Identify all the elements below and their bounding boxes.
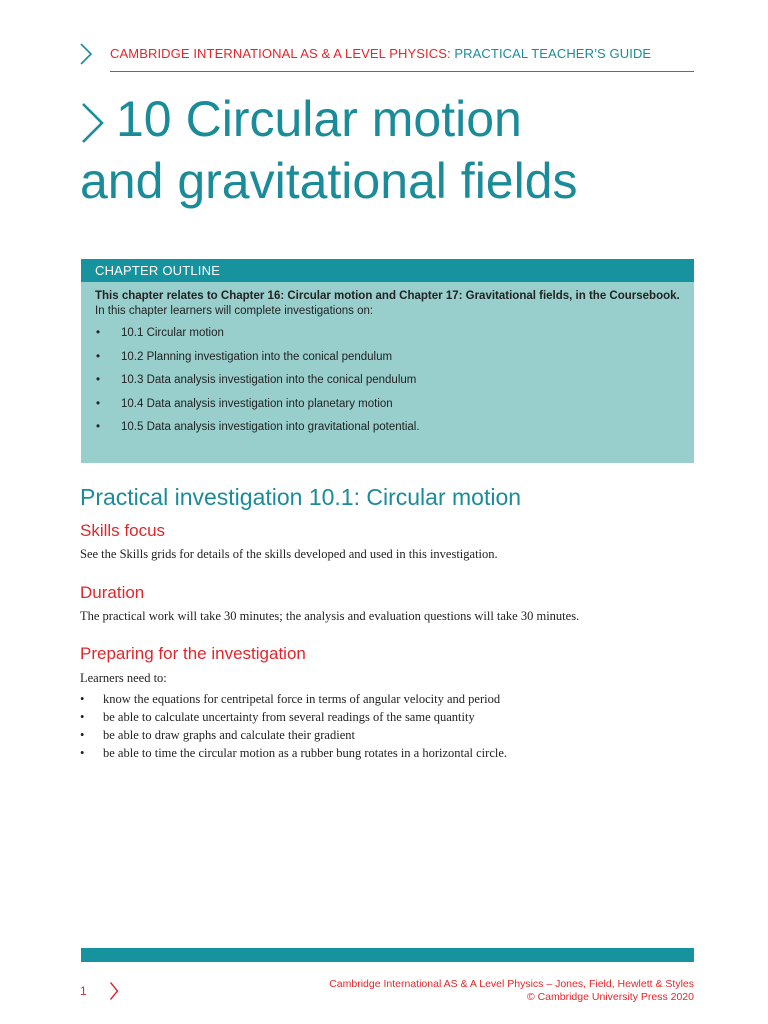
chevron-right-icon — [79, 42, 93, 66]
section-title: Practical investigation 10.1: Circular motion — [80, 484, 522, 510]
chapter-title-line1: Circular motion — [185, 91, 522, 147]
list-item: • 10.1 Circular motion — [95, 324, 680, 348]
preparing-intro: Learners need to: — [80, 671, 167, 685]
skills-heading: Skills focus — [80, 521, 166, 540]
chapter-relation: This chapter relates to Chapter 16: Circular motion and Chapter 17: Gravitational fields, in the Coursebook. — [95, 290, 680, 302]
chapter-outline-intro: In this chapter learners will complete investigations on: — [95, 305, 374, 317]
copyright-line: © Cambridge University Press 2020 — [526, 991, 694, 1003]
duration-heading: Duration — [80, 583, 145, 602]
chapter-outline-heading: CHAPTER OUTLINE — [81, 259, 694, 282]
chapter-title-line2: and gravitational fields — [80, 153, 578, 209]
list-item: • 10.3 Data analysis investigation into the conical pendulum — [95, 371, 680, 395]
guide-title: PRACTICAL TEACHER’S GUIDE — [454, 46, 652, 61]
investigation-list — [95, 324, 680, 442]
list-item: • be able to time the circular motion as a rubber bung rotates in a horizontal circle. — [80, 744, 690, 762]
chapter-outline — [81, 259, 694, 463]
footer-credit — [329, 978, 694, 1004]
list-item: • be able to draw graphs and calculate their gradient — [80, 726, 690, 744]
page-number: 1 — [80, 984, 87, 998]
list-item: • know the equations for centripetal force in terms of angular velocity and period — [80, 690, 690, 708]
footer-bar — [81, 948, 694, 962]
skills-text: See the Skills grids for details of the skills developed and used in this investigation. — [80, 547, 498, 561]
preparing-list — [80, 690, 690, 762]
list-item: • be able to calculate uncertainty from several readings of the same quantity — [80, 708, 690, 726]
running-head — [110, 46, 651, 61]
duration-text: The practical work will take 30 minutes; the analysis and evaluation questions will take 30 minutes. — [80, 609, 580, 623]
chevron-right-icon — [109, 981, 119, 1001]
list-item: • 10.4 Data analysis investigation into planetary motion — [95, 395, 680, 419]
list-item: • 10.2 Planning investigation into the conical pendulum — [95, 348, 680, 372]
credit-line: Cambridge International AS & A Level Physics – Jones, Field, Hewlett & Styles — [329, 978, 694, 990]
chapter-number: 10 — [116, 91, 172, 147]
preparing-heading: Preparing for the investigation — [80, 644, 306, 663]
header-divider — [110, 71, 694, 72]
chapter-title — [80, 88, 720, 212]
series-title: CAMBRIDGE INTERNATIONAL AS & A LEVEL PHYSICS: — [110, 46, 451, 61]
list-item: • 10.5 Data analysis investigation into gravitational potential. — [95, 418, 680, 442]
